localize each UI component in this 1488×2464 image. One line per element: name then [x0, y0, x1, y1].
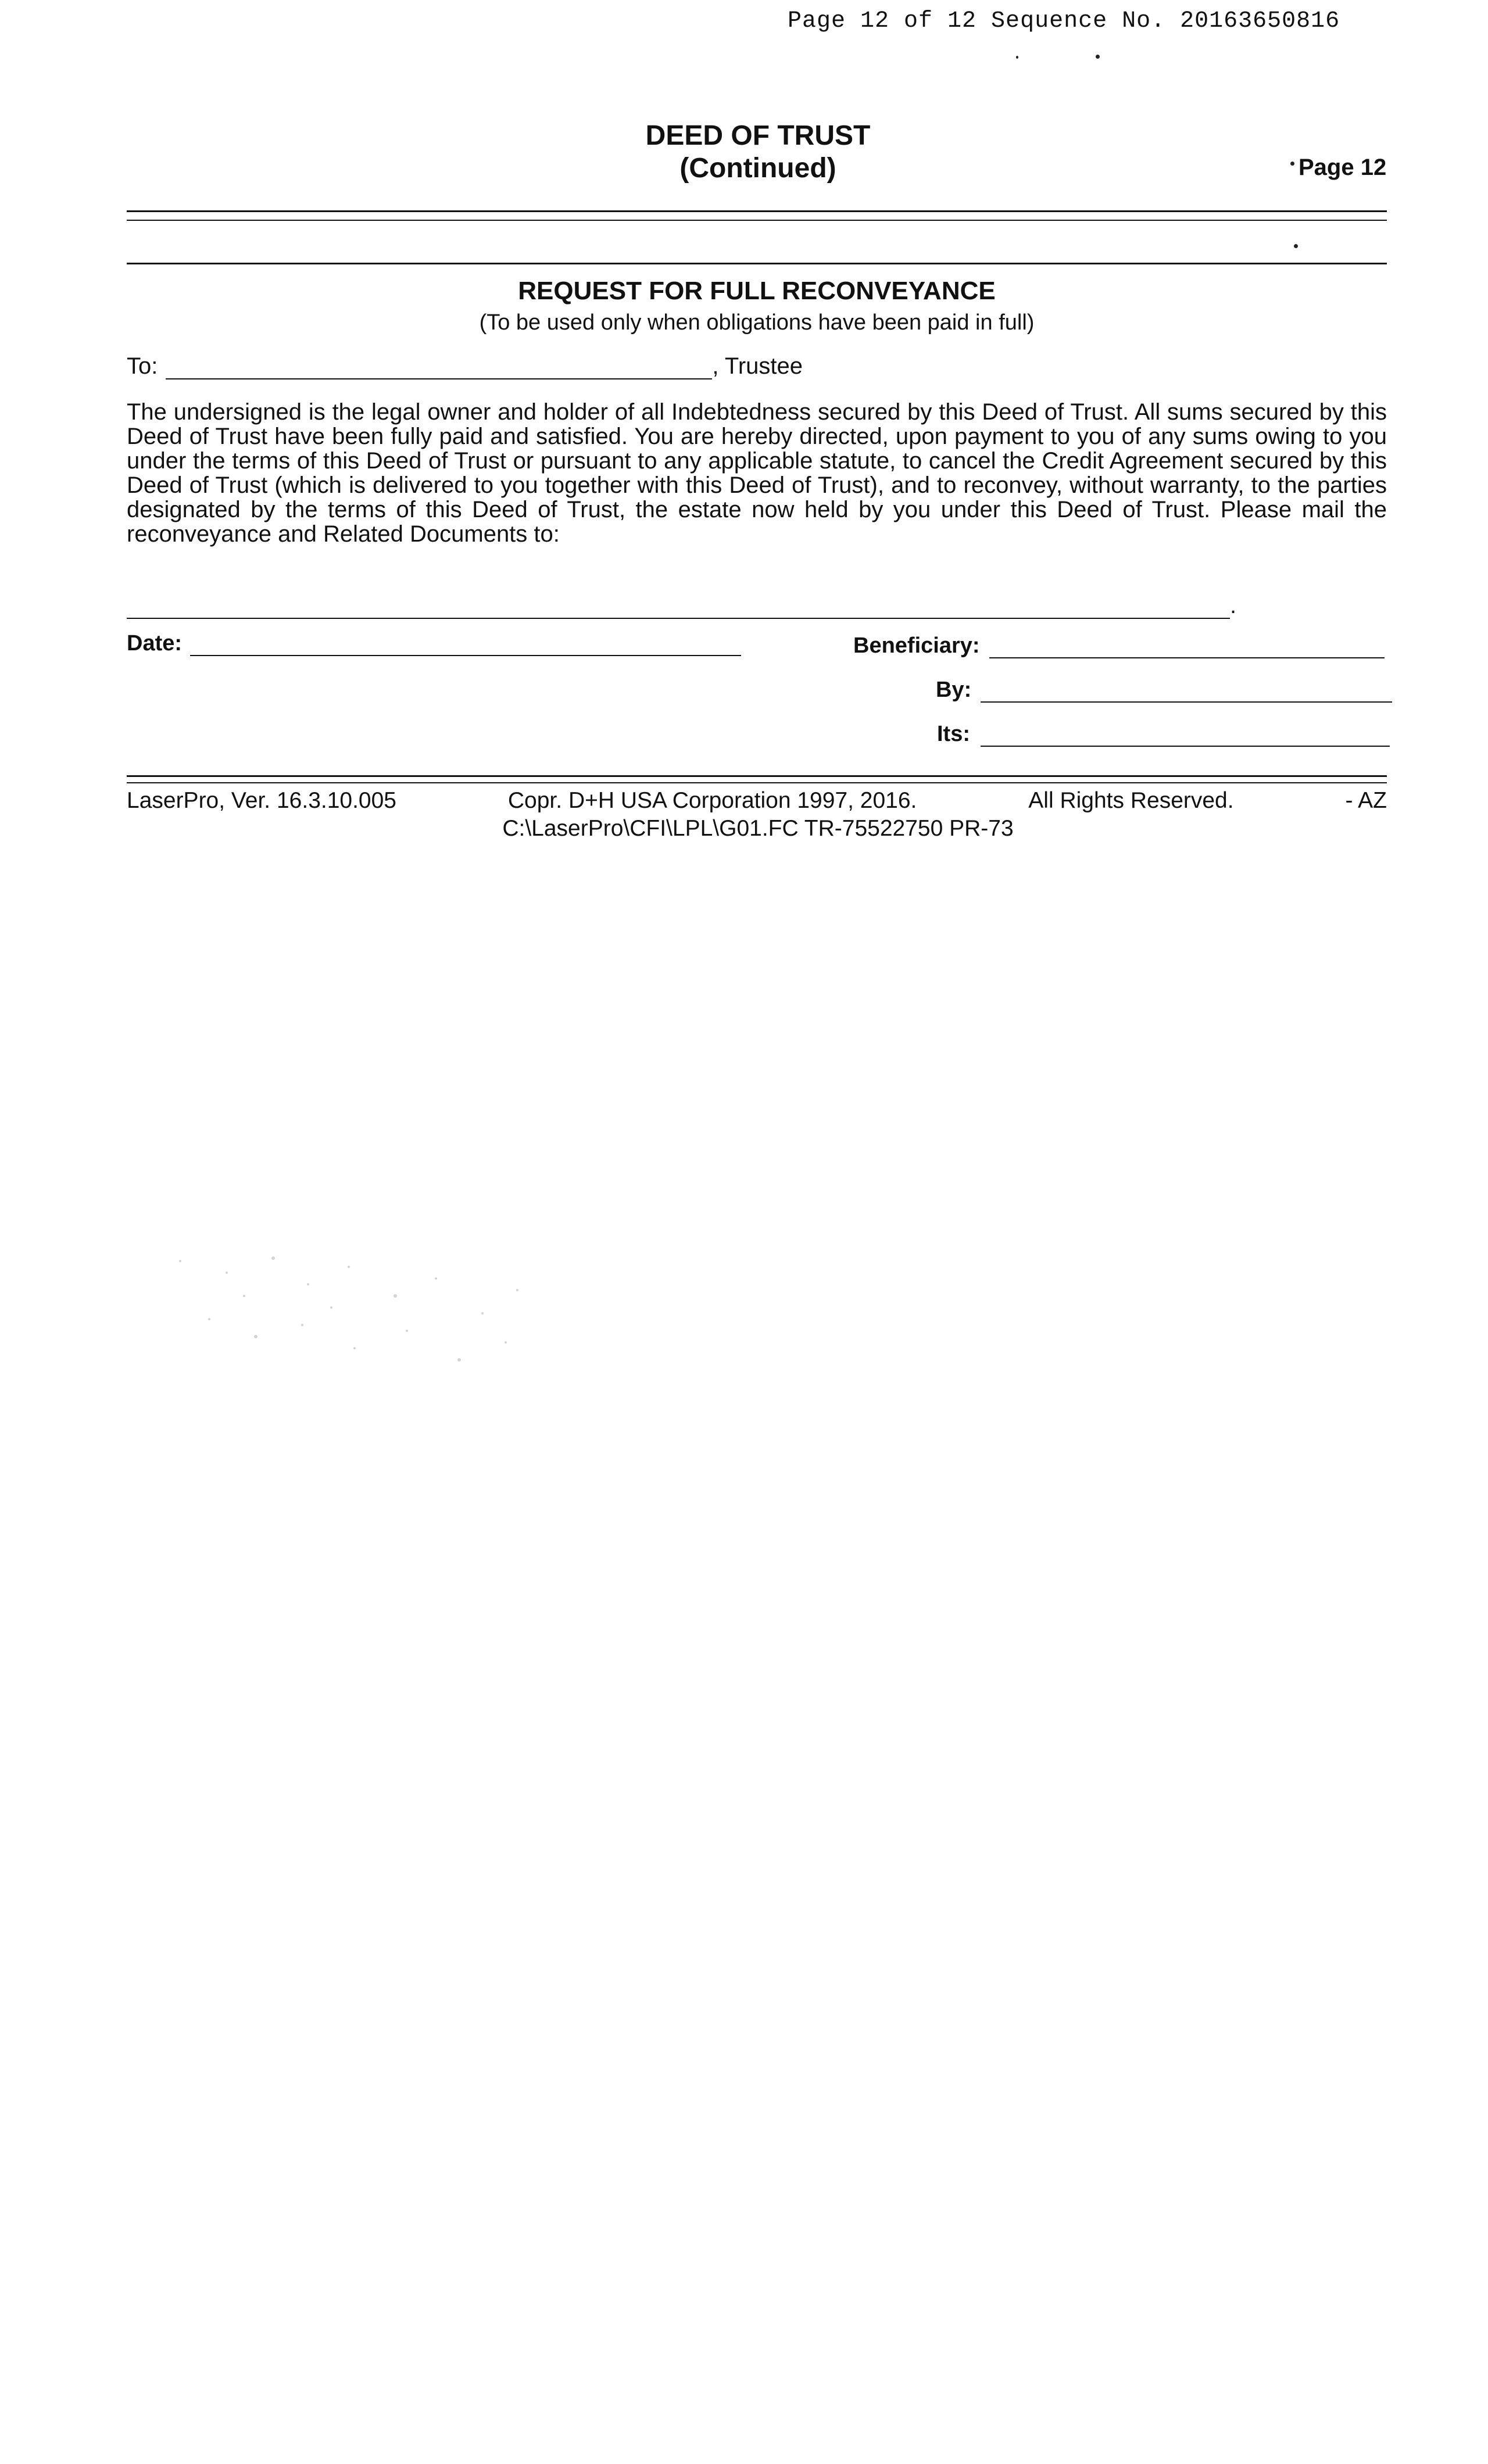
date-label: Date: — [127, 631, 183, 656]
beneficiary-line — [853, 633, 1385, 658]
by-field[interactable] — [981, 681, 1392, 703]
date-field[interactable] — [190, 634, 741, 656]
trustee-suffix: , Trustee — [712, 353, 803, 379]
trustee-name-field[interactable] — [166, 357, 712, 379]
by-label: By: — [936, 678, 972, 702]
footer-rule — [127, 782, 1387, 783]
scan-smudge — [157, 1249, 564, 1377]
by-line — [936, 678, 1392, 703]
its-line — [937, 722, 1390, 747]
footer-line — [127, 788, 1387, 814]
reconveyance-subheading: (To be used only when obligations have been paid in full) — [479, 310, 1035, 335]
scan-speck — [1096, 55, 1100, 59]
section-rule — [127, 263, 1387, 264]
footer-state: - AZ — [1345, 788, 1387, 813]
scan-speck — [1290, 162, 1294, 166]
footer-rule — [127, 775, 1387, 777]
footer-version: LaserPro, Ver. 16.3.10.005 — [127, 788, 397, 813]
footer-copyright: Copr. D+H USA Corporation 1997, 2016. — [507, 788, 917, 813]
its-field[interactable] — [981, 725, 1390, 747]
its-label: Its: — [937, 722, 970, 746]
reconveyance-heading: REQUEST FOR FULL RECONVEYANCE — [518, 277, 996, 305]
scan-speck — [1294, 244, 1298, 248]
mail-to-field[interactable] — [127, 597, 1230, 619]
reconveyance-body: The undersigned is the legal owner and holder of all Indebtedness secured by this Deed of Trust. All sums secured by this Deed of Trust have been fully paid and satisfied. You are hereby directed, upon payment to you of any sums owing to you under the terms of this Deed of Trust or pursuant to any applicable statute, to cancel the Credit Agreement secured by this Deed of Trust (which is delivered to you together with this Deed of Trust), and to reconvey, without warranty, to the parties designated by the terms of this Deed of Trust, the estate now held by you under this Deed of Trust. Please mail the reconveyance and Related Documents to: — [127, 399, 1387, 547]
footer-path: C:\LaserPro\CFI\LPL\G01.FC TR-75522750 PR-73 — [502, 816, 1014, 841]
date-line — [127, 631, 741, 656]
header-rule — [127, 210, 1387, 212]
sequence-number: Page 12 of 12 Sequence No. 20163650816 — [788, 8, 1340, 34]
continued-text: (Continued) — [679, 153, 836, 184]
scan-speck — [1016, 56, 1018, 59]
beneficiary-label: Beneficiary: — [853, 633, 980, 658]
title-text: DEED OF TRUST — [645, 120, 871, 151]
to-label: To: — [127, 353, 158, 379]
footer-rights: All Rights Reserved. — [1028, 788, 1234, 813]
mail-to-line: . — [127, 593, 1236, 619]
header-rule — [127, 220, 1387, 221]
beneficiary-field[interactable] — [989, 636, 1385, 658]
document-title — [0, 120, 1488, 185]
trustee-line — [127, 353, 803, 379]
page-number: Page 12 — [1299, 155, 1387, 180]
